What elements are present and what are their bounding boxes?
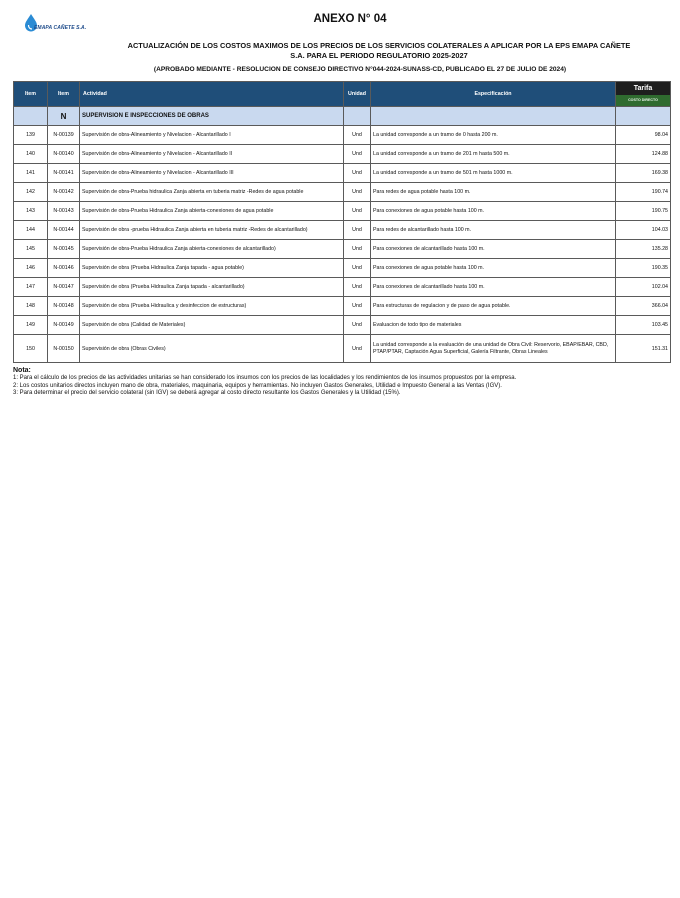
note-line: 1: Para el cálculo de los precios de las actividades unitarias se han considerado los insumos con los precios de las localidades y los rendimientos de los insumos propuestos por la empresa. xyxy=(13,375,517,381)
row-specification: Para redes de alcantarillado hasta 100 m. xyxy=(371,221,616,240)
row-code: N-00149 xyxy=(48,316,80,335)
row-price: 98.04 xyxy=(616,126,671,145)
row-price: 169.38 xyxy=(616,164,671,183)
table-row xyxy=(14,278,671,297)
table-row xyxy=(14,145,671,164)
row-activity: Supervisión de obra (Prueba Hidraulica Zanja tapada - agua potable) xyxy=(80,259,344,278)
row-activity: Supervisión de obra -prueba Hidraulica Zanja abierta en tuberia matriz -Redes de alcantarillado) xyxy=(80,221,344,240)
row-number: 143 xyxy=(14,202,48,221)
row-unit: Und xyxy=(344,297,371,316)
note-line: 2: Los costos unitarios directos incluyen mano de obra, materiales, maquinaria, equipos y herramientas. No incluyen Gastos Generales, Utilidad e Impuesto General a las Ventas (IGV). xyxy=(13,382,502,389)
row-unit: Und xyxy=(344,240,371,259)
logo-brand-text: EMAPA CAÑETE S.A. xyxy=(34,25,87,31)
section-empty-cell xyxy=(14,107,48,126)
row-specification: Para conexiones de alcantarillado hasta 100 m. xyxy=(371,240,616,259)
col-tariff xyxy=(616,82,671,107)
subtitle-line-2: S.A. PARA EL PERIODO REGULATORIO 2025-2027 xyxy=(290,51,468,60)
row-code: N-00142 xyxy=(48,183,80,202)
col-unit: Unidad xyxy=(344,82,371,107)
row-code: N-00143 xyxy=(48,202,80,221)
note-line: 3: Para determinar el precio del servicio colateral (sin IGV) se deberá agregar al costo directo resultante los Gastos Generales y la Utilidad (15%). xyxy=(13,390,401,397)
row-specification: Para conexiones de agua potable hasta 100 m. xyxy=(371,259,616,278)
col-item-code: Item xyxy=(48,82,80,107)
row-code: N-00146 xyxy=(48,259,80,278)
row-activity: Supervisión de obra (Calidad de Materiales) xyxy=(80,316,344,335)
notes-section xyxy=(13,367,673,398)
row-code: N-00145 xyxy=(48,240,80,259)
table-row xyxy=(14,202,671,221)
row-activity: Supervisión de obra (Prueba Hidraulica y desinfeccion de estructuras) xyxy=(80,297,344,316)
row-code: N-00148 xyxy=(48,297,80,316)
row-price: 135.28 xyxy=(616,240,671,259)
row-price: 103.45 xyxy=(616,316,671,335)
row-specification: La unidad corresponde a la evaluación de una unidad de Obra Civil: Reservorio, EBAP/EBAR, CBD, PTAP/PTAR, Captación Agua Superficial, Galería Filtrante, Obras Lineales xyxy=(371,335,616,363)
subtitle-line-1: ACTUALIZACIÓN DE LOS COSTOS MAXIMOS DE LOS PRECIOS DE LOS SERVICIOS COLATERALES A APLICAR POR LA EPS EMAPA CAÑETE xyxy=(127,41,631,50)
section-empty-cell xyxy=(371,107,616,126)
row-activity: Supervisión de obra-Prueba Hidraulica Zanja abierta-conexiones de alcantarillado) xyxy=(80,240,344,259)
row-activity: Supervisión de obra-Alineamiento y Nivelacion - Alcantarillado I xyxy=(80,126,344,145)
table-row xyxy=(14,240,671,259)
row-number: 149 xyxy=(14,316,48,335)
row-unit: Und xyxy=(344,259,371,278)
row-price: 366.04 xyxy=(616,297,671,316)
row-activity: Supervisión de obra-Prueba hidraulica Zanja abierta en tuberia matriz -Redes de agua potable xyxy=(80,183,344,202)
row-unit: Und xyxy=(344,278,371,297)
col-activity: Actividad xyxy=(80,82,344,107)
table-header-row xyxy=(14,82,671,107)
tariff-label: Tarifa xyxy=(633,84,653,92)
row-price: 104.03 xyxy=(616,221,671,240)
row-specification: La unidad corresponde a un tramo de 0 hasta 200 m. xyxy=(371,126,616,145)
row-number: 141 xyxy=(14,164,48,183)
tariff-sublabel: COSTO DIRECTO xyxy=(616,95,670,106)
row-price: 190.75 xyxy=(616,202,671,221)
row-unit: Und xyxy=(344,183,371,202)
row-code: N-00140 xyxy=(48,145,80,164)
row-specification: Para conexiones de alcantarillado hasta 100 m. xyxy=(371,278,616,297)
price-table xyxy=(13,81,671,363)
row-unit: Und xyxy=(344,202,371,221)
row-code: N-00147 xyxy=(48,278,80,297)
row-price: 190.74 xyxy=(616,183,671,202)
row-number: 145 xyxy=(14,240,48,259)
table-row xyxy=(14,126,671,145)
row-unit: Und xyxy=(344,335,371,363)
row-specification: Para redes de agua potable hasta 100 m. xyxy=(371,183,616,202)
row-activity: Supervisión de obra (Obras Civiles) xyxy=(80,335,344,363)
row-number: 150 xyxy=(14,335,48,363)
page-subtitle xyxy=(80,41,678,61)
row-specification: Evaluacion de todo tipo de materiales xyxy=(371,316,616,335)
row-activity: Supervisión de obra (Prueba Hidraulica Zanja tapada - alcantarillado) xyxy=(80,278,344,297)
row-code: N-00141 xyxy=(48,164,80,183)
page-title: ANEXO N° 04 xyxy=(313,13,387,25)
section-empty-cell xyxy=(616,107,671,126)
row-specification: La unidad corresponde a un tramo de 501 m hasta 1000 m. xyxy=(371,164,616,183)
row-number: 148 xyxy=(14,297,48,316)
table-row xyxy=(14,297,671,316)
row-price: 151.31 xyxy=(616,335,671,363)
section-empty-cell xyxy=(344,107,371,126)
table-row xyxy=(14,316,671,335)
row-unit: Und xyxy=(344,221,371,240)
row-activity: Supervisión de obra-Alineamiento y Nivelacion - Alcantarillado II xyxy=(80,145,344,164)
table-row xyxy=(14,259,671,278)
row-number: 142 xyxy=(14,183,48,202)
approval-line: (APROBADO MEDIANTE - RESOLUCION DE CONSEJO DIRECTIVO N°044-2024-SUNASS-CD, PUBLICADO EL 27 DE JULIO DE 2024) xyxy=(153,66,567,73)
row-number: 147 xyxy=(14,278,48,297)
table-row xyxy=(14,335,671,363)
row-number: 146 xyxy=(14,259,48,278)
table-row xyxy=(14,183,671,202)
section-row xyxy=(14,107,671,126)
table-row xyxy=(14,164,671,183)
row-activity: Supervisión de obra-Prueba Hidraulica Zanja abierta-conexiones de agua potable xyxy=(80,202,344,221)
row-code: N-00150 xyxy=(48,335,80,363)
notes-header: Nota: xyxy=(13,367,31,374)
row-price: 102.04 xyxy=(616,278,671,297)
row-code: N-00139 xyxy=(48,126,80,145)
row-number: 144 xyxy=(14,221,48,240)
row-specification: Para estructuras de regulacion y de paso de agua potable. xyxy=(371,297,616,316)
col-item-number: Item xyxy=(14,82,48,107)
section-code: N xyxy=(48,107,80,126)
row-specification: Para conexiones de agua potable hasta 100 m. xyxy=(371,202,616,221)
table-row xyxy=(14,221,671,240)
row-number: 140 xyxy=(14,145,48,164)
row-unit: Und xyxy=(344,145,371,164)
row-unit: Und xyxy=(344,164,371,183)
row-code: N-00144 xyxy=(48,221,80,240)
row-price: 190.35 xyxy=(616,259,671,278)
row-number: 139 xyxy=(14,126,48,145)
row-unit: Und xyxy=(344,126,371,145)
row-unit: Und xyxy=(344,316,371,335)
col-specification: Especificación xyxy=(371,82,616,107)
row-activity: Supervisión de obra-Alineamiento y Nivelacion - Alcantarillado III xyxy=(80,164,344,183)
row-specification: La unidad corresponde a un tramo de 201 m hasta 500 m. xyxy=(371,145,616,164)
row-price: 124.88 xyxy=(616,145,671,164)
section-name: SUPERVISION E INSPECCIONES DE OBRAS xyxy=(80,107,344,126)
